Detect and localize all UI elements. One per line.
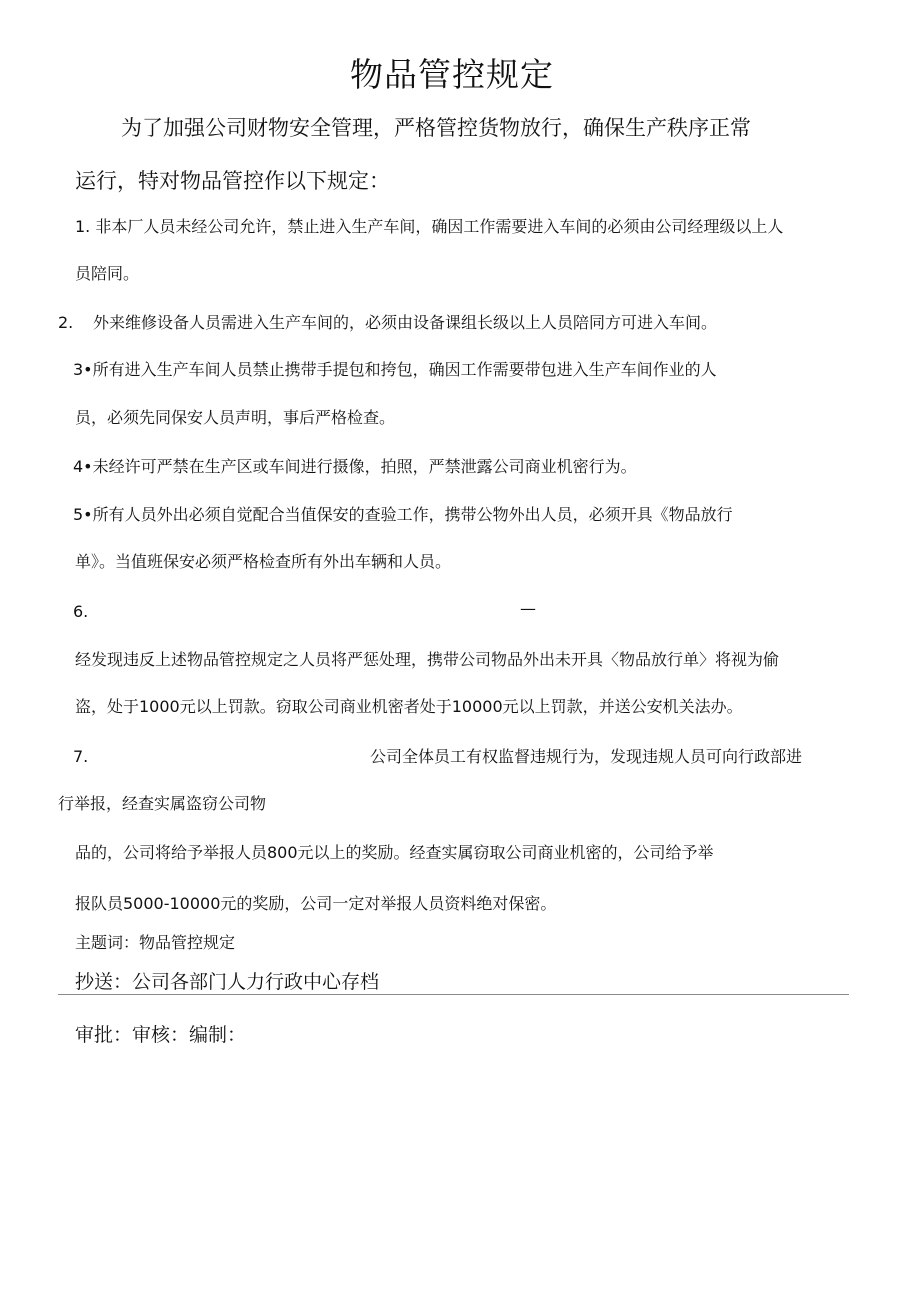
intro-line-2: 运行，特对物品管控作以下规定： — [75, 169, 390, 193]
approval-line: 审批：审核：编制： — [75, 1024, 247, 1046]
rule-1-line-2: 员陪同。 — [75, 264, 140, 283]
rule-1-line-1: 1. 非本厂人员未经公司允许，禁止进入生产车间，确因工作需要进入车间的必须由公司经理级以上人 — [75, 217, 784, 236]
rule-6-line-1: 经发现违反上述物品管控规定之人员将严惩处理，携带公司物品外出未开具〈物品放行单〉将视为偷 — [75, 650, 780, 669]
rule-7-line-3: 品的，公司将给予举报人员800元以上的奖励。经查实属窃取公司商业机密的，公司给予举 — [75, 843, 714, 862]
rule-6-number: 6. — [73, 602, 89, 621]
rule-2-line-1: 外来维修设备人员需进入生产车间的，必须由设备课组长级以上人员陪同方可进入车间。 — [93, 313, 718, 332]
intro-line-1: 为了加强公司财物安全管理，严格管控货物放行，确保生产秩序正常 — [121, 116, 751, 140]
rule-4-line-1: 4•未经许可严禁在生产区或车间进行摄像，拍照，严禁泄露公司商业机密行为。 — [73, 457, 637, 476]
rule-7-line-4: 报队员5000-10000元的奖励，公司一定对举报人员资料绝对保密。 — [75, 894, 557, 913]
rule-6-line-2: 盗，处于1000元以上罚款。窃取公司商业机密者处于10000元以上罚款，并送公安机关法办。 — [75, 697, 743, 716]
rule-5-line-1: 5•所有人员外出必须自觉配合当值保安的查验工作，携带公物外出人员，必须开具《物品放行 — [73, 505, 733, 524]
keywords-line: 主题词：物品管控规定 — [75, 933, 236, 952]
rule-5-line-2: 单》。当值班保安必须严格检查所有外出车辆和人员。 — [75, 552, 452, 571]
document-title: 物品管控规定 — [350, 55, 554, 94]
rule-2-number: 2. — [58, 313, 74, 332]
rule-3-line-1: 3•所有进入生产车间人员禁止携带手提包和挎包，确因工作需要带包进入生产车间作业的人 — [73, 360, 717, 379]
rule-7-line-1: 公司全体员工有权监督违规行为，发现违规人员可向行政部进 — [370, 747, 803, 766]
rule-7-line-2: 行举报，经查实属盗窃公司物 — [58, 794, 267, 813]
rule-6-dash: — — [520, 599, 536, 618]
divider-line — [58, 994, 849, 995]
cc-line: 抄送：公司各部门人力行政中心存档 — [75, 971, 380, 993]
rule-3-line-2: 员，必须先同保安人员声明，事后严格检查。 — [75, 408, 396, 427]
rule-7-number: 7. — [73, 747, 89, 766]
